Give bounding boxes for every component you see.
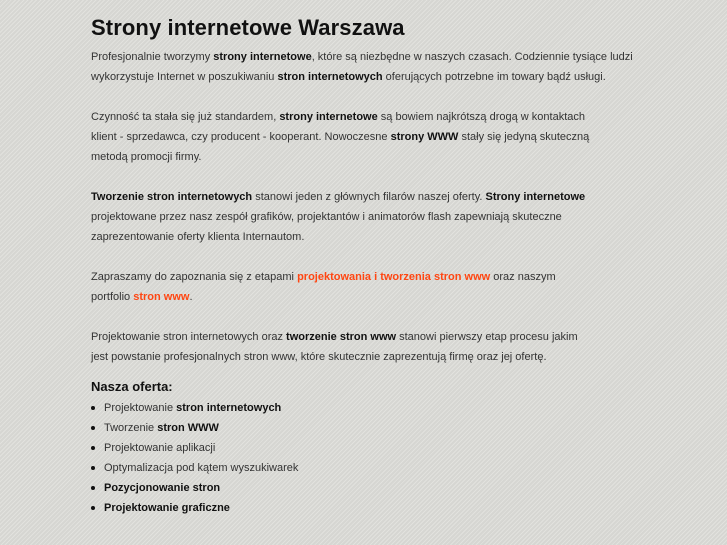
process-paragraph xyxy=(91,327,711,367)
bold-text: stron internetowych xyxy=(277,71,383,83)
bold-text: tworzenie stron www xyxy=(286,331,397,343)
offer-paragraph xyxy=(91,187,711,247)
text: stanowi pierwszy etap procesu jakim xyxy=(396,331,578,343)
bold-text: Tworzenie stron internetowych xyxy=(91,191,253,203)
text: wykorzystuje Internet w poszukiwaniu xyxy=(91,71,278,83)
text: stanowi jeden z głównych filarów naszej oferty. xyxy=(252,191,486,203)
text: Projektowanie xyxy=(104,402,177,414)
text: . xyxy=(189,291,193,303)
bold-text: strony internetowe xyxy=(213,51,312,63)
text: są bowiem najkrótszą drogą w kontaktach xyxy=(377,111,585,123)
bold-text: stron WWW xyxy=(157,422,219,434)
offer-item xyxy=(91,458,711,478)
invitation-paragraph xyxy=(91,267,711,307)
text: stały się jedyną skuteczną xyxy=(458,131,590,143)
text: projektowane przez nasz zespół grafików, projektantów i animatorów flash zapewniają skuteczne xyxy=(91,211,562,223)
offer-item xyxy=(91,498,711,518)
text: , które są niezbędne w naszych czasach. Codziennie tysiące ludzi xyxy=(311,51,633,63)
text: oferujących potrzebne im towary bądź usługi. xyxy=(382,71,606,83)
bold-text: Pozycjonowanie stron xyxy=(104,482,221,494)
text: oraz naszym xyxy=(490,271,556,283)
text: Optymalizacja pod kątem wyszukiwarek xyxy=(104,462,299,474)
text: Projektowanie stron internetowych oraz xyxy=(91,331,287,343)
offer-heading: Nasza oferta: xyxy=(91,379,173,394)
link-portfolio-stron-www[interactable]: stron www xyxy=(133,291,190,303)
link-projektowanie-tworzenie[interactable]: projektowania i tworzenia stron www xyxy=(297,271,491,283)
text: Zapraszamy do zapoznania się z etapami xyxy=(91,271,298,283)
offer-item xyxy=(91,478,711,498)
bold-text: strony WWW xyxy=(390,131,459,143)
text: klient - sprzedawca, czy producent - kooperant. Nowoczesne xyxy=(91,131,391,143)
text: zaprezentowanie oferty klienta Internautom. xyxy=(91,231,305,243)
main-content xyxy=(91,0,711,518)
bold-text: strony internetowe xyxy=(279,111,378,123)
offer-list xyxy=(91,398,711,518)
text: Tworzenie xyxy=(104,422,158,434)
text: portfolio xyxy=(91,291,134,303)
text: Projektowanie aplikacji xyxy=(104,442,216,454)
offer-item xyxy=(91,418,711,438)
bold-text: stron internetowych xyxy=(176,402,282,414)
text: Czynność ta stała się już standardem, xyxy=(91,111,280,123)
bold-text: Projektowanie graficzne xyxy=(104,502,230,514)
offer-item xyxy=(91,438,711,458)
intro-paragraph xyxy=(91,47,711,87)
text: Profesjonalnie tworzymy xyxy=(91,51,214,63)
offer-item xyxy=(91,398,711,418)
bold-text: Strony internetowe xyxy=(485,191,586,203)
standard-paragraph xyxy=(91,107,711,167)
page-title: Strony internetowe Warszawa xyxy=(91,15,405,40)
text: jest powstanie profesjonalnych stron www, które skutecznie zaprezentują firmę oraz jej ofertę. xyxy=(91,351,547,363)
text: metodą promocji firmy. xyxy=(91,151,202,163)
